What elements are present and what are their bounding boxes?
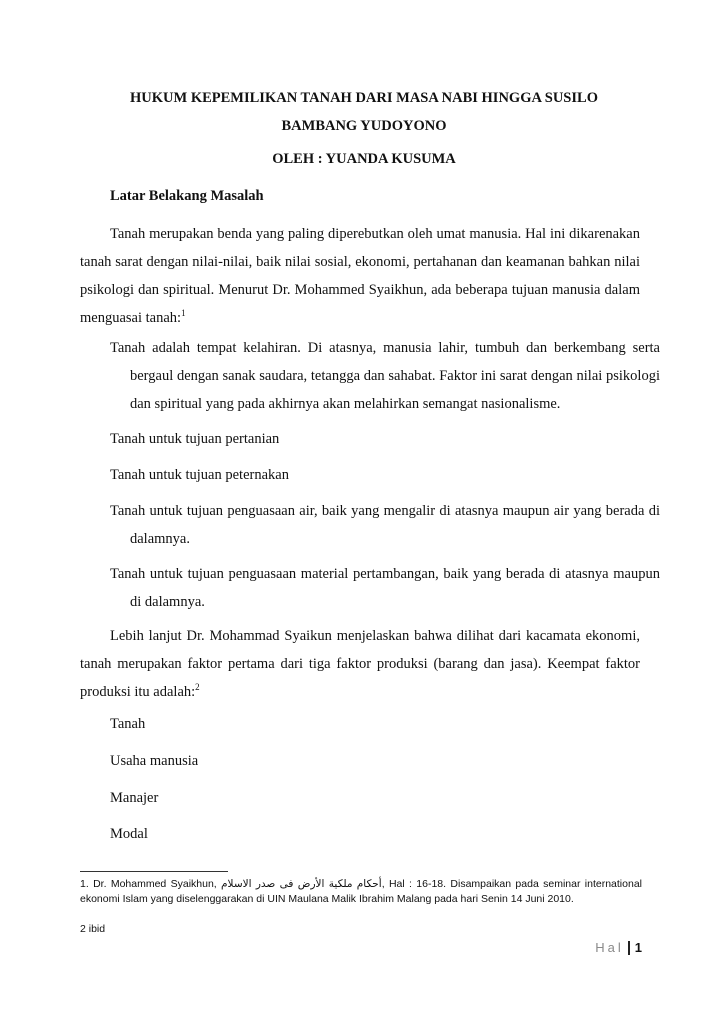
footnote-1: 1. Dr. Mohammed Syaikhun, أحكام ملكية الأرض فى صدر الاسلام, Hal : 16-18. Disampaikan pada seminar international ekonomi Islam yang diselenggarakan di UIN Maulana Malik Ibrahim Malang pada hari Senin 14 Juni 2010. (80, 878, 642, 905)
page-label: Hal (595, 940, 624, 955)
factor-item-land: Tanah (110, 716, 146, 732)
list-item-birthplace: Tanah adalah tempat kelahiran. Di atasnya, manusia lahir, tumbuh dan berkembang serta bergaul dengan sanak saudara, tetangga dan sahabat. Faktor ini sarat dengan nilai psikologi dan spiritual yang pada akhirnya akan melahirkan semangat nasionalisme. (110, 340, 660, 412)
document-title-line-2: BAMBANG YUDOYONO (281, 118, 447, 134)
factor-item-manager: Manajer (110, 790, 159, 806)
footnote-separator (80, 871, 228, 872)
section-heading: Latar Belakang Masalah (110, 188, 264, 204)
footnote-ref-2[interactable]: 2 (195, 682, 200, 693)
factor-item-labor: Usaha manusia (110, 753, 199, 769)
footnote-2: 2 ibid (80, 923, 106, 935)
document-title-line-1: HUKUM KEPEMILIKAN TANAH DARI MASA NABI HINGGA SUSILO (130, 90, 598, 106)
list-item-agriculture: Tanah untuk tujuan pertanian (110, 431, 280, 447)
page-number-divider (628, 941, 630, 955)
factor-item-capital: Modal (110, 826, 148, 842)
intro-paragraph (80, 220, 640, 332)
second-paragraph (80, 622, 640, 706)
list-item-water: Tanah untuk tujuan penguasaan air, baik yang mengalir di atasnya maupun air yang berada di dalamnya. (110, 503, 660, 547)
list-item-livestock: Tanah untuk tujuan peternakan (110, 467, 289, 483)
page-number-footer (595, 940, 642, 956)
footnote-ref-1[interactable]: 1 (181, 308, 186, 319)
author-line: OLEH : YUANDA KUSUMA (272, 151, 456, 167)
second-paragraph-text: Lebih lanjut Dr. Mohammad Syaikun menjelaskan bahwa dilihat dari kacamata ekonomi, tanah merupakan faktor pertama dari tiga faktor produksi (barang dan jasa). Keempat faktor produksi itu adalah: (80, 628, 640, 700)
list-item-mining: Tanah untuk tujuan penguasaan material pertambangan, baik yang berada di atasnya maupun di dalamnya. (110, 566, 660, 610)
page-number: 1 (634, 940, 642, 955)
intro-paragraph-text: Tanah merupakan benda yang paling diperebutkan oleh umat manusia. Hal ini dikarenakan tanah sarat dengan nilai-nilai, baik nilai sosial, ekonomi, pertahanan dan keamanan bahkan nilai psikologi dan spiritual. Menurut Dr. Mohammed Syaikhun, ada beberapa tujuan manusia dalam menguasai tanah: (80, 226, 640, 326)
